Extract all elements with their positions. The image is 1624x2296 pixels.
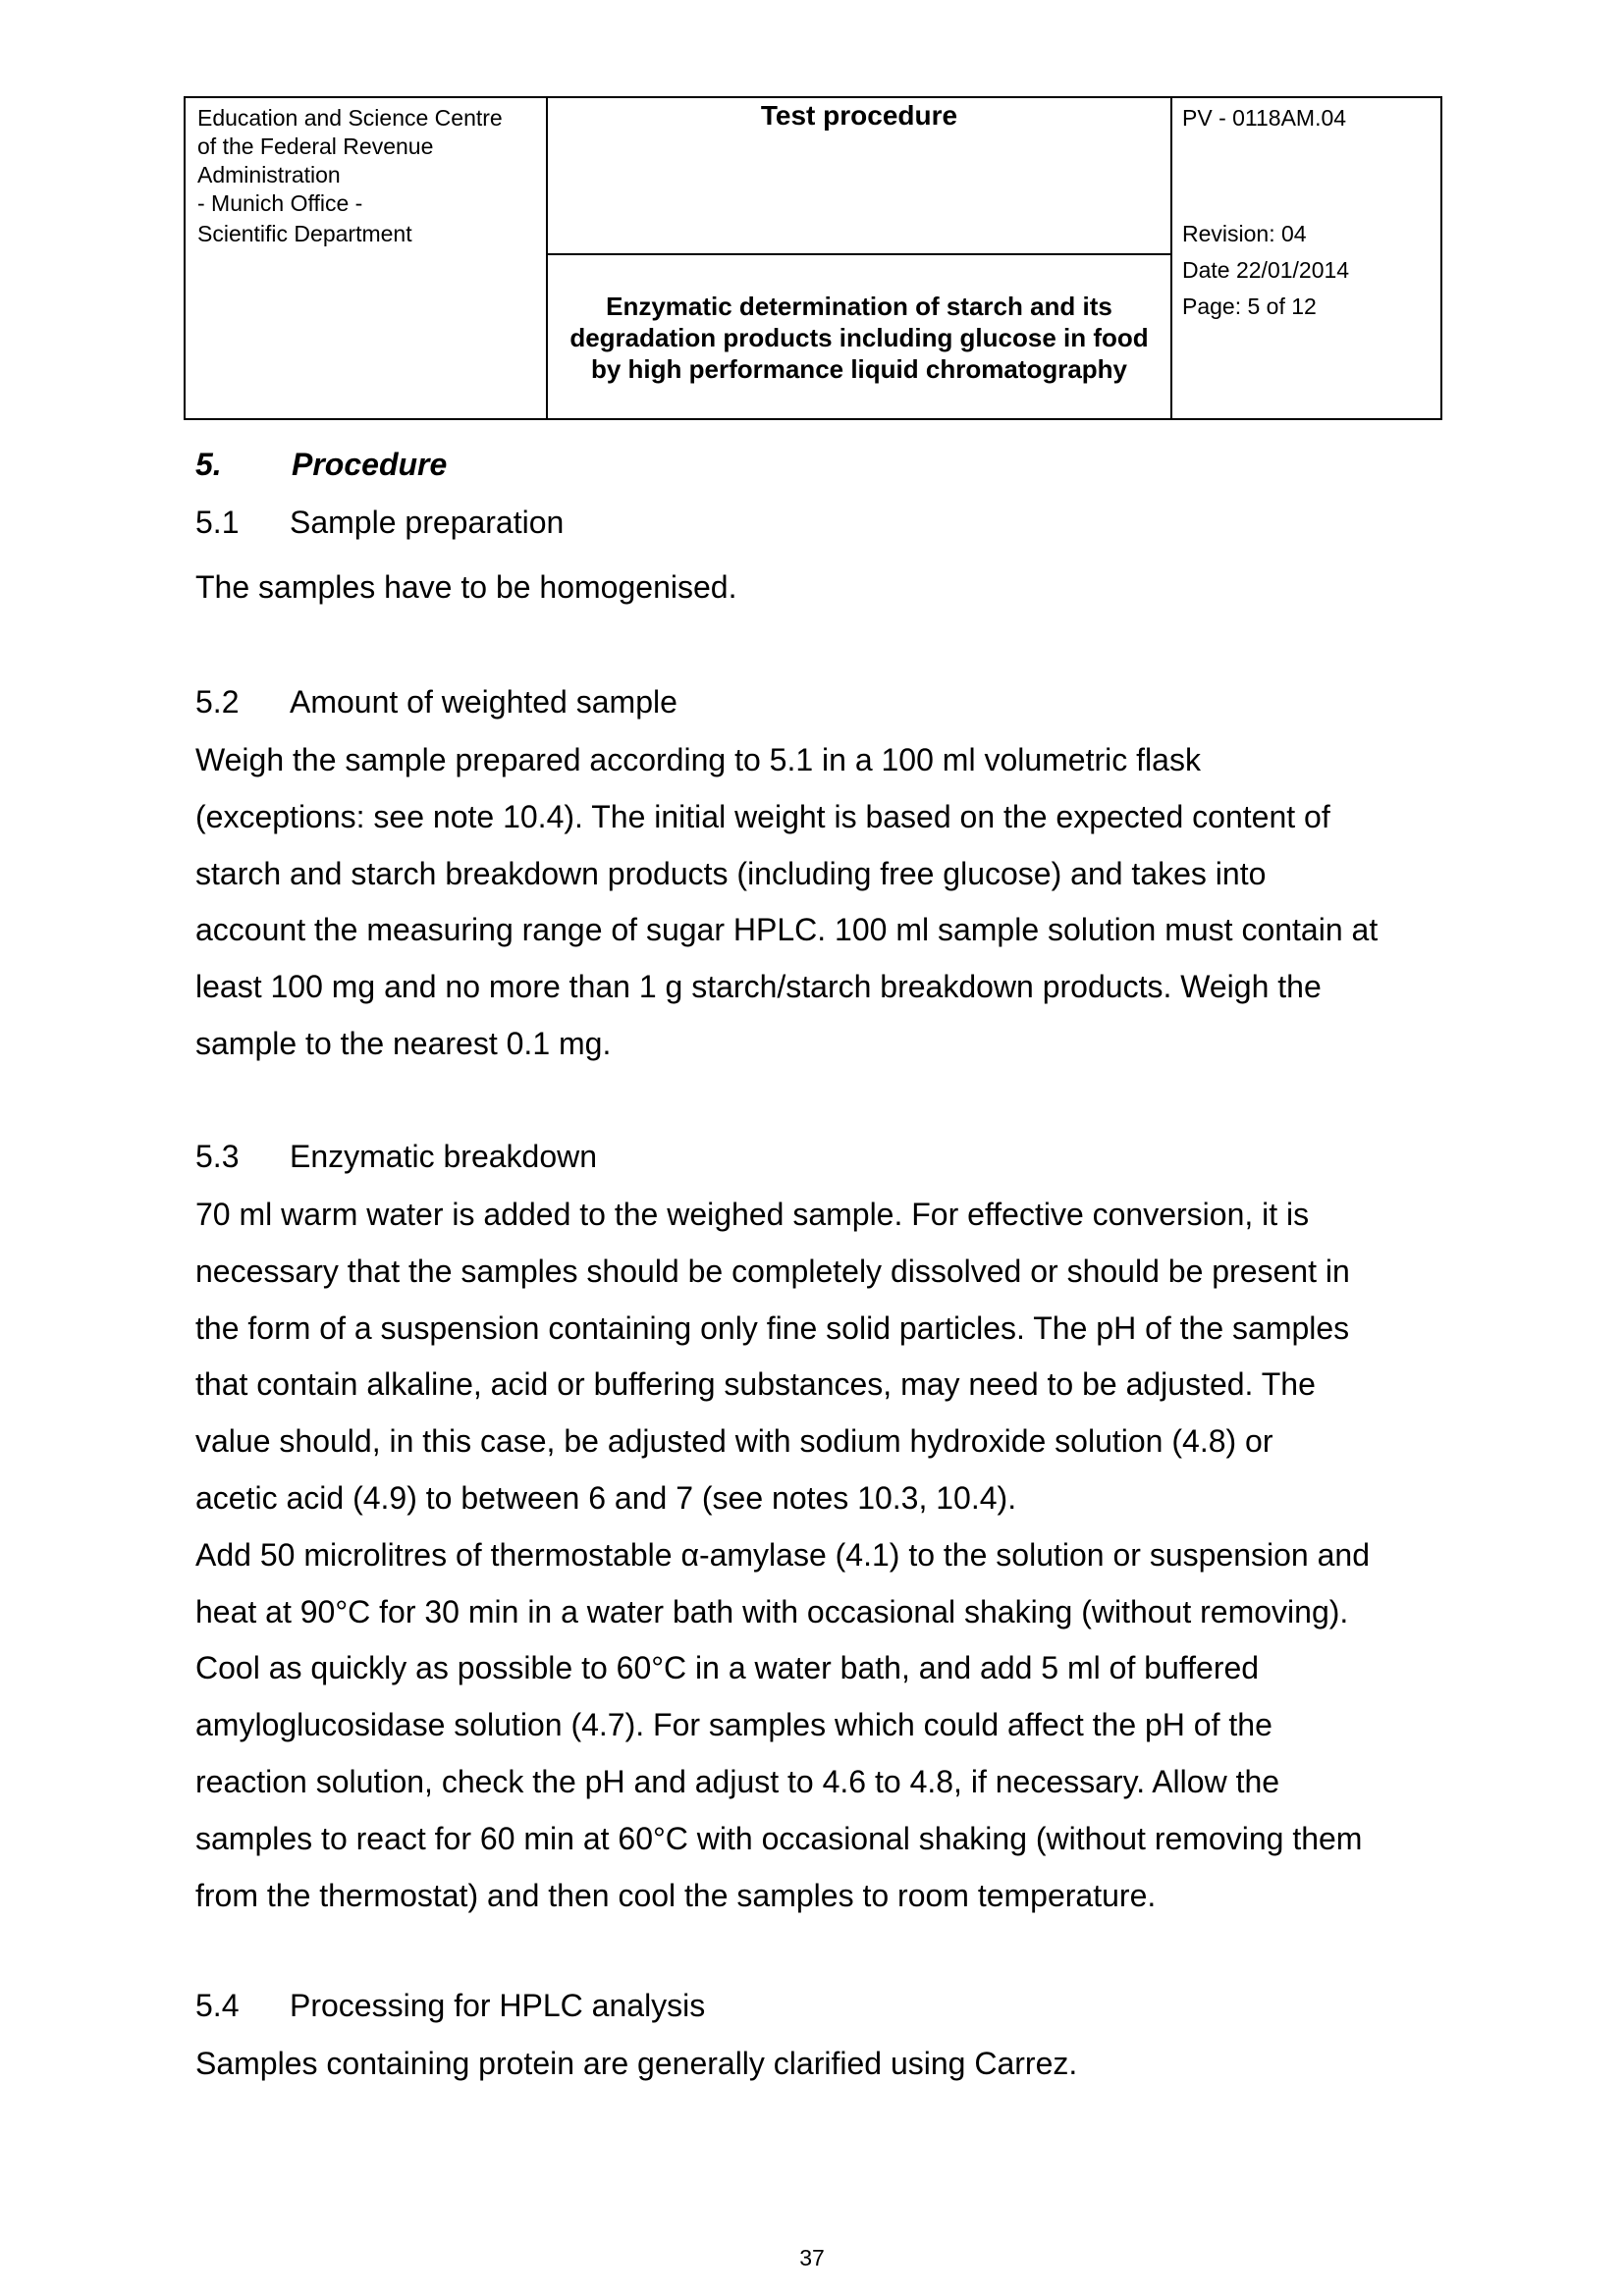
header-organization-cell: [186, 98, 548, 418]
organization-name: [197, 104, 503, 218]
paragraph-line: necessary that the samples should be completely dissolved or should be present in: [195, 1253, 1350, 1289]
paragraph: [195, 2036, 1452, 2093]
organization-line: of the Federal Revenue: [197, 133, 434, 159]
date-label: Date 22/01/2014: [1182, 257, 1350, 283]
header-meta-cell: [1172, 98, 1440, 418]
document-id: PV - 0118AM.04: [1182, 105, 1347, 131]
paragraph-line: acetic acid (4.9) to between 6 and 7 (see notes 10.3, 10.4).: [195, 1479, 1017, 1516]
paragraph-line: account the measuring range of sugar HPLC. 100 ml sample solution must contain at: [195, 912, 1379, 948]
subsection-number: 5.4: [195, 1988, 240, 2023]
organization-line: - Munich Office -: [197, 190, 363, 216]
subsection-number: 5.3: [195, 1139, 240, 1174]
page-number: 37: [799, 2245, 825, 2270]
section-title: Procedure: [292, 447, 448, 482]
paragraph-line: value should, in this case, be adjusted with sodium hydroxide solution (4.8) or: [195, 1423, 1273, 1460]
section-number: 5.: [195, 447, 222, 482]
document-header-table: [184, 96, 1442, 420]
header-title-cell: [548, 98, 1172, 418]
paragraph-line: that contain alkaline, acid or buffering substances, may need to be adjusted. The: [195, 1366, 1316, 1403]
paragraph-line: amyloglucosidase solution (4.7). For samples which could affect the pH of the: [195, 1707, 1272, 1743]
organization-line: Administration: [197, 162, 341, 187]
subsection-number: 5.1: [195, 505, 240, 540]
subsection-title: Sample preparation: [290, 505, 565, 540]
paragraph-line: starch and starch breakdown products (including free glucose) and takes into: [195, 855, 1267, 891]
subsection-heading: [195, 1988, 705, 2024]
subsection-heading: [195, 505, 564, 541]
document-title: Enzymatic determination of starch and its degradation products including glucose in food by high performance liquid chromatography: [569, 292, 1149, 384]
department-name: Scientific Department: [197, 221, 412, 246]
subsection-title: Amount of weighted sample: [290, 684, 677, 720]
paragraph-line: sample to the nearest 0.1 mg.: [195, 1025, 612, 1061]
subsection-heading: [195, 684, 677, 721]
section-heading: [195, 447, 447, 483]
paragraph-line: reaction solution, check the pH and adjust to 4.6 to 4.8, if necessary. Allow the: [195, 1763, 1280, 1799]
paragraph-line: the form of a suspension containing only fine solid particles. The pH of the samples: [195, 1309, 1350, 1346]
organization-line: Education and Science Centre: [197, 105, 503, 131]
paragraph-line: (exceptions: see note 10.4). The initial weight is based on the expected content of: [195, 798, 1330, 834]
subsection-title: Processing for HPLC analysis: [290, 1988, 706, 2023]
paragraph-line: from the thermostat) and then cool the samples to room temperature.: [195, 1877, 1157, 1913]
paragraph-line: 70 ml warm water is added to the weighed sample. For effective conversion, it is: [195, 1197, 1310, 1232]
document-type: Test procedure: [548, 98, 1170, 255]
paragraph-line: Samples containing protein are generally clarified using Carrez.: [195, 2046, 1078, 2081]
paragraph-line: Cool as quickly as possible to 60°C in a water bath, and add 5 ml of buffered: [195, 1650, 1260, 1686]
paragraph-line: Add 50 microlitres of thermostable α-amylase (4.1) to the solution or suspension and: [195, 1536, 1370, 1573]
paragraph-line: The samples have to be homogenised.: [195, 569, 737, 605]
page-label: Page: 5 of 12: [1182, 294, 1317, 319]
paragraph: [195, 560, 1452, 616]
paragraph-line: samples to react for 60 min at 60°C with occasional shaking (without removing them: [195, 1820, 1363, 1856]
subsection-heading: [195, 1139, 597, 1175]
paragraph-line: Weigh the sample prepared according to 5.1 in a 100 ml volumetric flask: [195, 742, 1201, 777]
revision-label: Revision: 04: [1182, 221, 1307, 246]
paragraph-line: heat at 90°C for 30 min in a water bath with occasional shaking (without removing).: [195, 1593, 1349, 1629]
paragraph: [195, 1187, 1452, 1924]
subsection-number: 5.2: [195, 684, 240, 720]
subsection-title: Enzymatic breakdown: [290, 1139, 598, 1174]
paragraph: [195, 732, 1452, 1073]
paragraph-line: least 100 mg and no more than 1 g starch/starch breakdown products. Weigh the: [195, 969, 1322, 1005]
